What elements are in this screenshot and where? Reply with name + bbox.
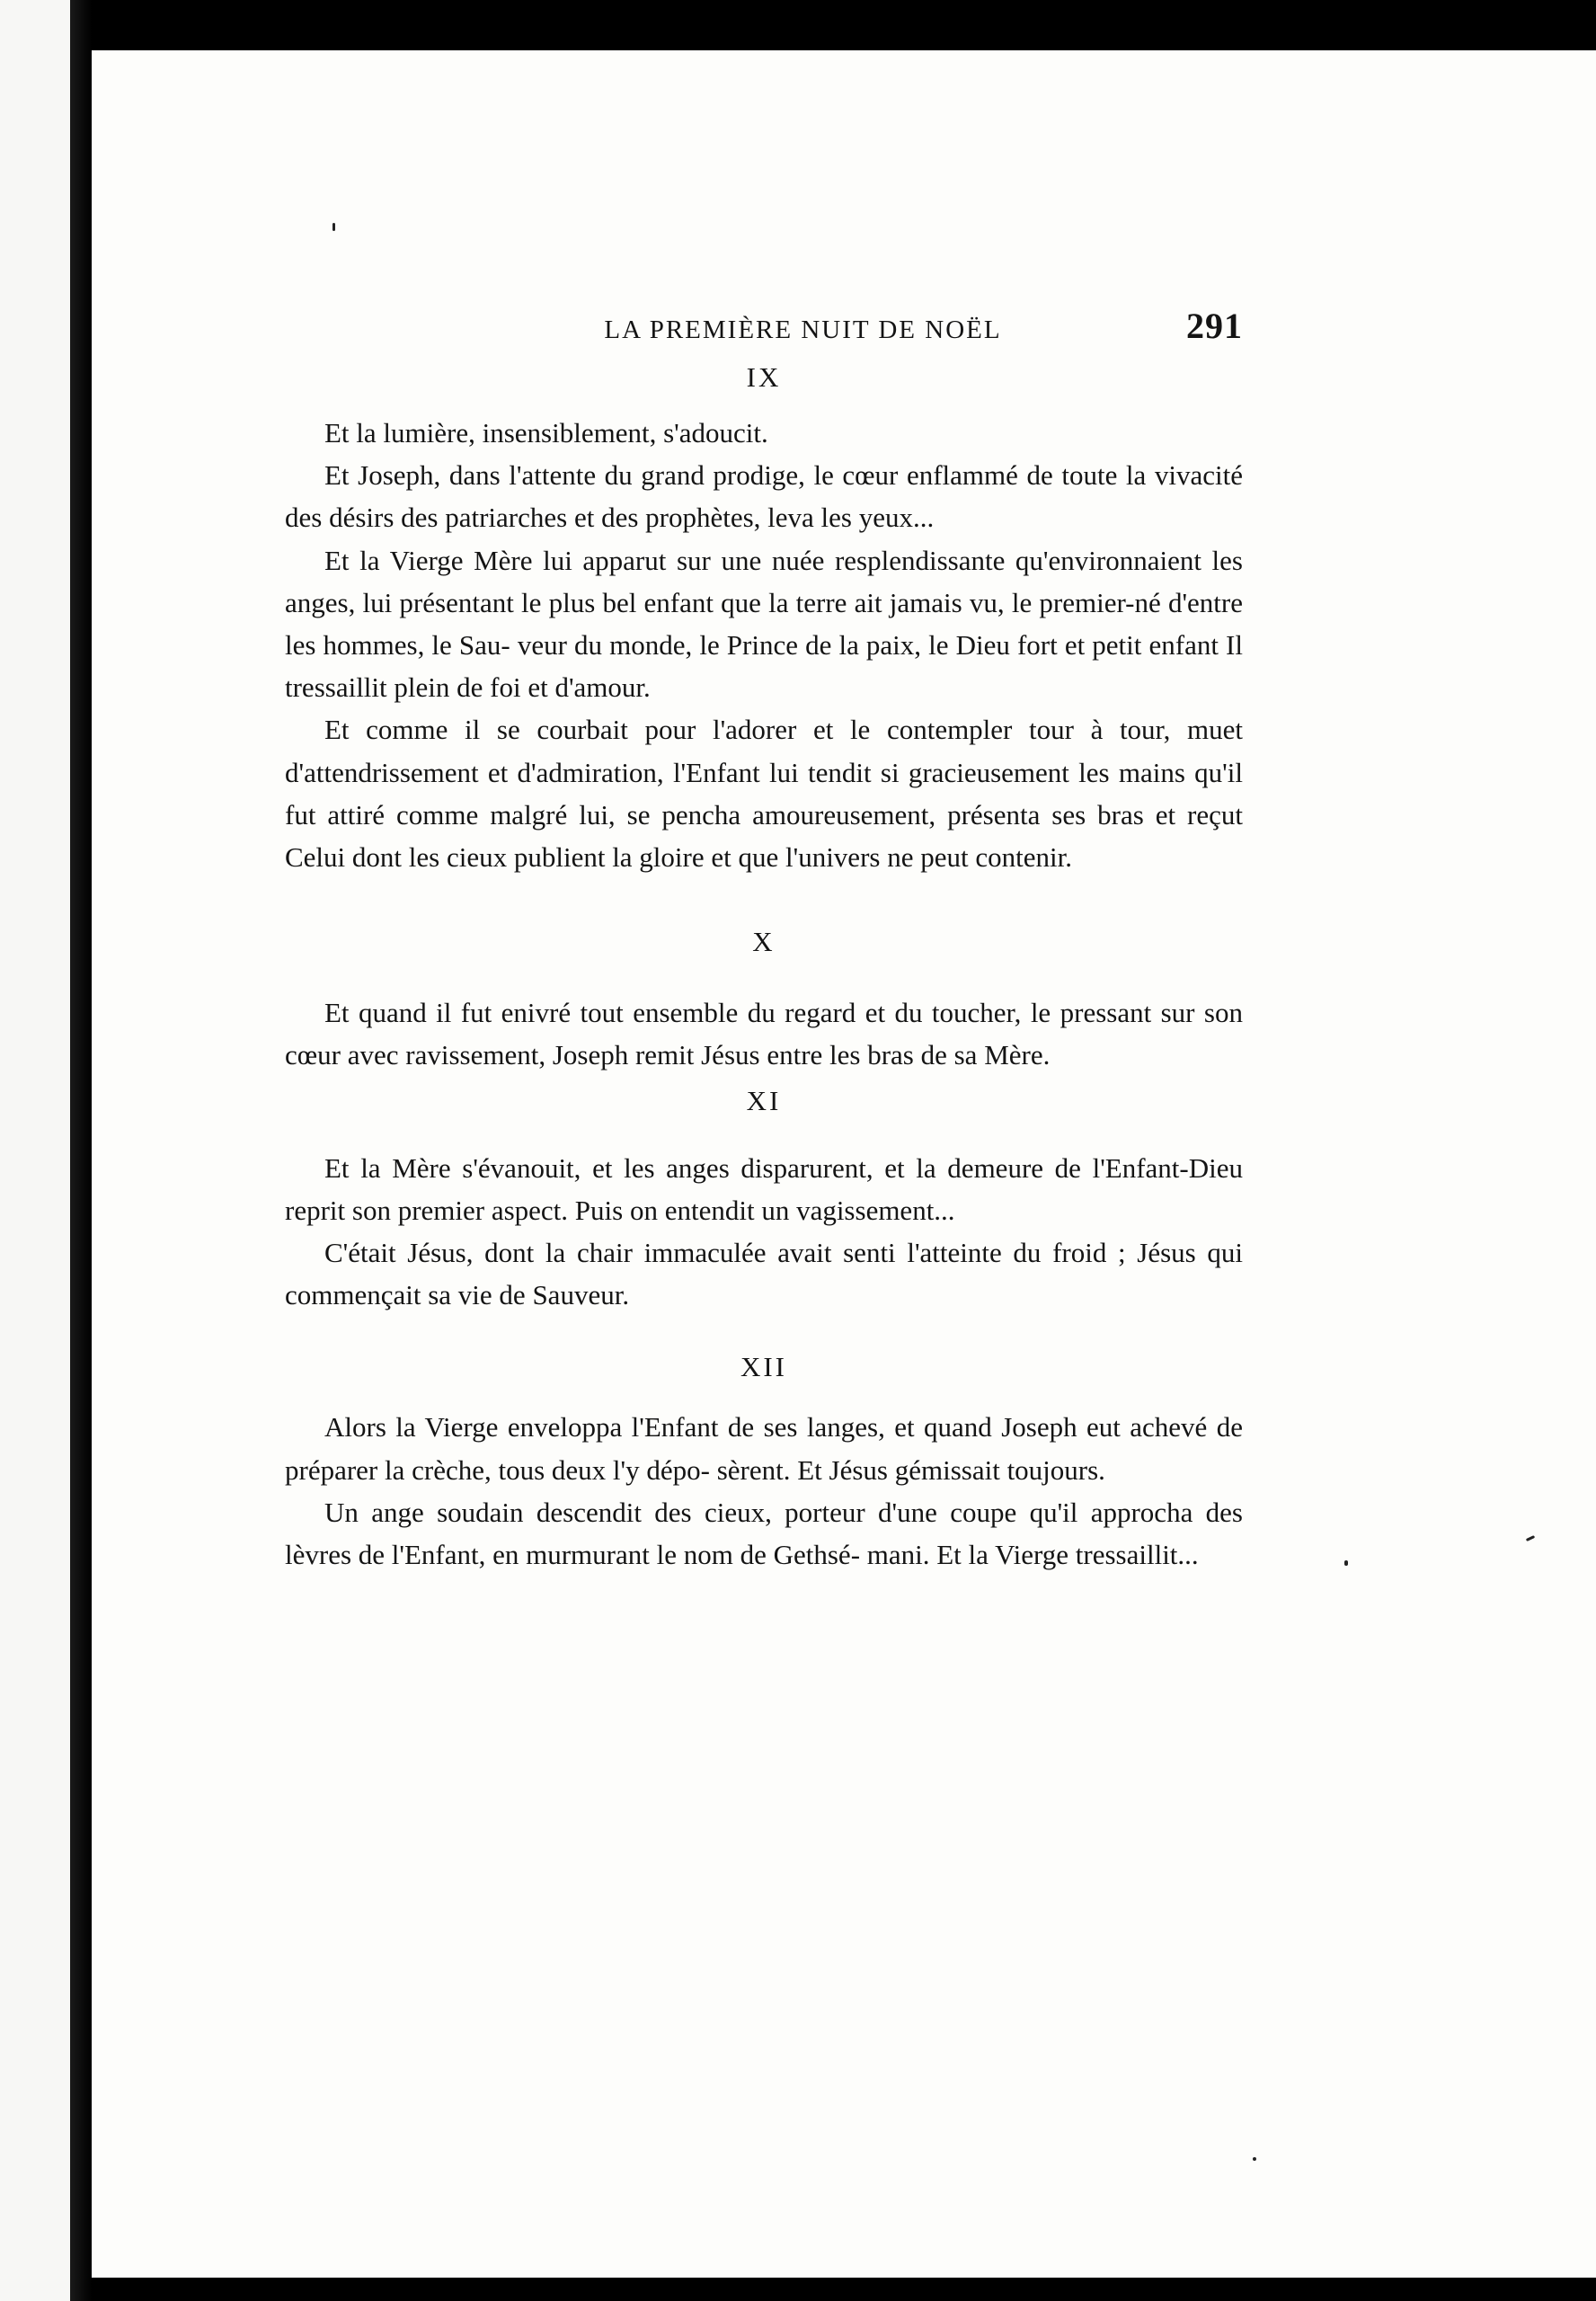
ink-speck bbox=[332, 223, 335, 231]
section-heading: XI bbox=[746, 1084, 782, 1116]
ink-speck bbox=[1253, 2157, 1256, 2161]
paragraph: Un ange soudain descendit des cieux, porteur d'une coupe qu'il approcha des lèvres de l'Enfant, en murmurant le nom de Gethsé- mani. Et la Vierge tressaillit... bbox=[285, 1496, 1243, 1571]
left-page-edge bbox=[0, 0, 70, 2301]
paragraph: Et la lumière, insensiblement, s'adoucit. bbox=[324, 417, 768, 449]
running-title: LA PREMIÈRE NUIT DE NOËL bbox=[604, 315, 1002, 344]
page-number: 291 bbox=[1186, 306, 1243, 346]
paragraph: Et comme il se courbait pour l'adorer et le contempler tour à tour, muet d'attendrissement et d'admiration, l'Enfant lui tendit si gracieusement les mains qu'il fut attiré comme malgré lui, se pencha amoureusement, présenta ses bras et reçut Celui dont les cieux publient la gloire et que l'univers ne peut contenir. bbox=[285, 714, 1243, 874]
gutter-shadow bbox=[70, 0, 92, 2301]
ink-speck bbox=[1344, 1560, 1348, 1566]
section-heading: IX bbox=[746, 361, 782, 393]
paragraph: Et Joseph, dans l'attente du grand prodige, le cœur enflammé de toute la vivacité des désirs des patriarches et des prophètes, leva les yeux... bbox=[285, 459, 1243, 534]
paragraph: Alors la Vierge enveloppa l'Enfant de ses langes, et quand Joseph eut achevé de préparer la crèche, tous deux l'y dépo- sèrent. Et Jésus gémissait toujours. bbox=[285, 1411, 1243, 1486]
section-heading: X bbox=[752, 926, 776, 958]
page-text bbox=[285, 293, 1243, 1576]
paragraph: Et quand il fut enivré tout ensemble du regard et du toucher, le pressant sur son cœur avec ravissement, Joseph remit Jésus entre les bras de sa Mère. bbox=[285, 997, 1243, 1071]
paragraph: Et la Vierge Mère lui apparut sur une nuée resplendissante qu'environnaient les anges, lui présentant le plus bel enfant que la terre ait jamais vu, le premier-né d'entre les hommes, le Sau- veur du monde, le Prince de la paix, le Dieu fort et petit enfant Il tressaillit plein de foi et d'amour. bbox=[285, 544, 1243, 704]
book-page bbox=[92, 50, 1596, 2278]
paragraph: C'était Jésus, dont la chair immaculée avait senti l'atteinte du froid ; Jésus qui commençait sa vie de Sauveur. bbox=[285, 1237, 1243, 1311]
ink-speck bbox=[1526, 1535, 1535, 1541]
paragraph: Et la Mère s'évanouit, et les anges disparurent, et la demeure de l'Enfant-Dieu reprit son premier aspect. Puis on entendit un vagissement... bbox=[285, 1151, 1243, 1226]
section-heading: XII bbox=[740, 1351, 788, 1383]
running-head bbox=[285, 293, 1243, 360]
